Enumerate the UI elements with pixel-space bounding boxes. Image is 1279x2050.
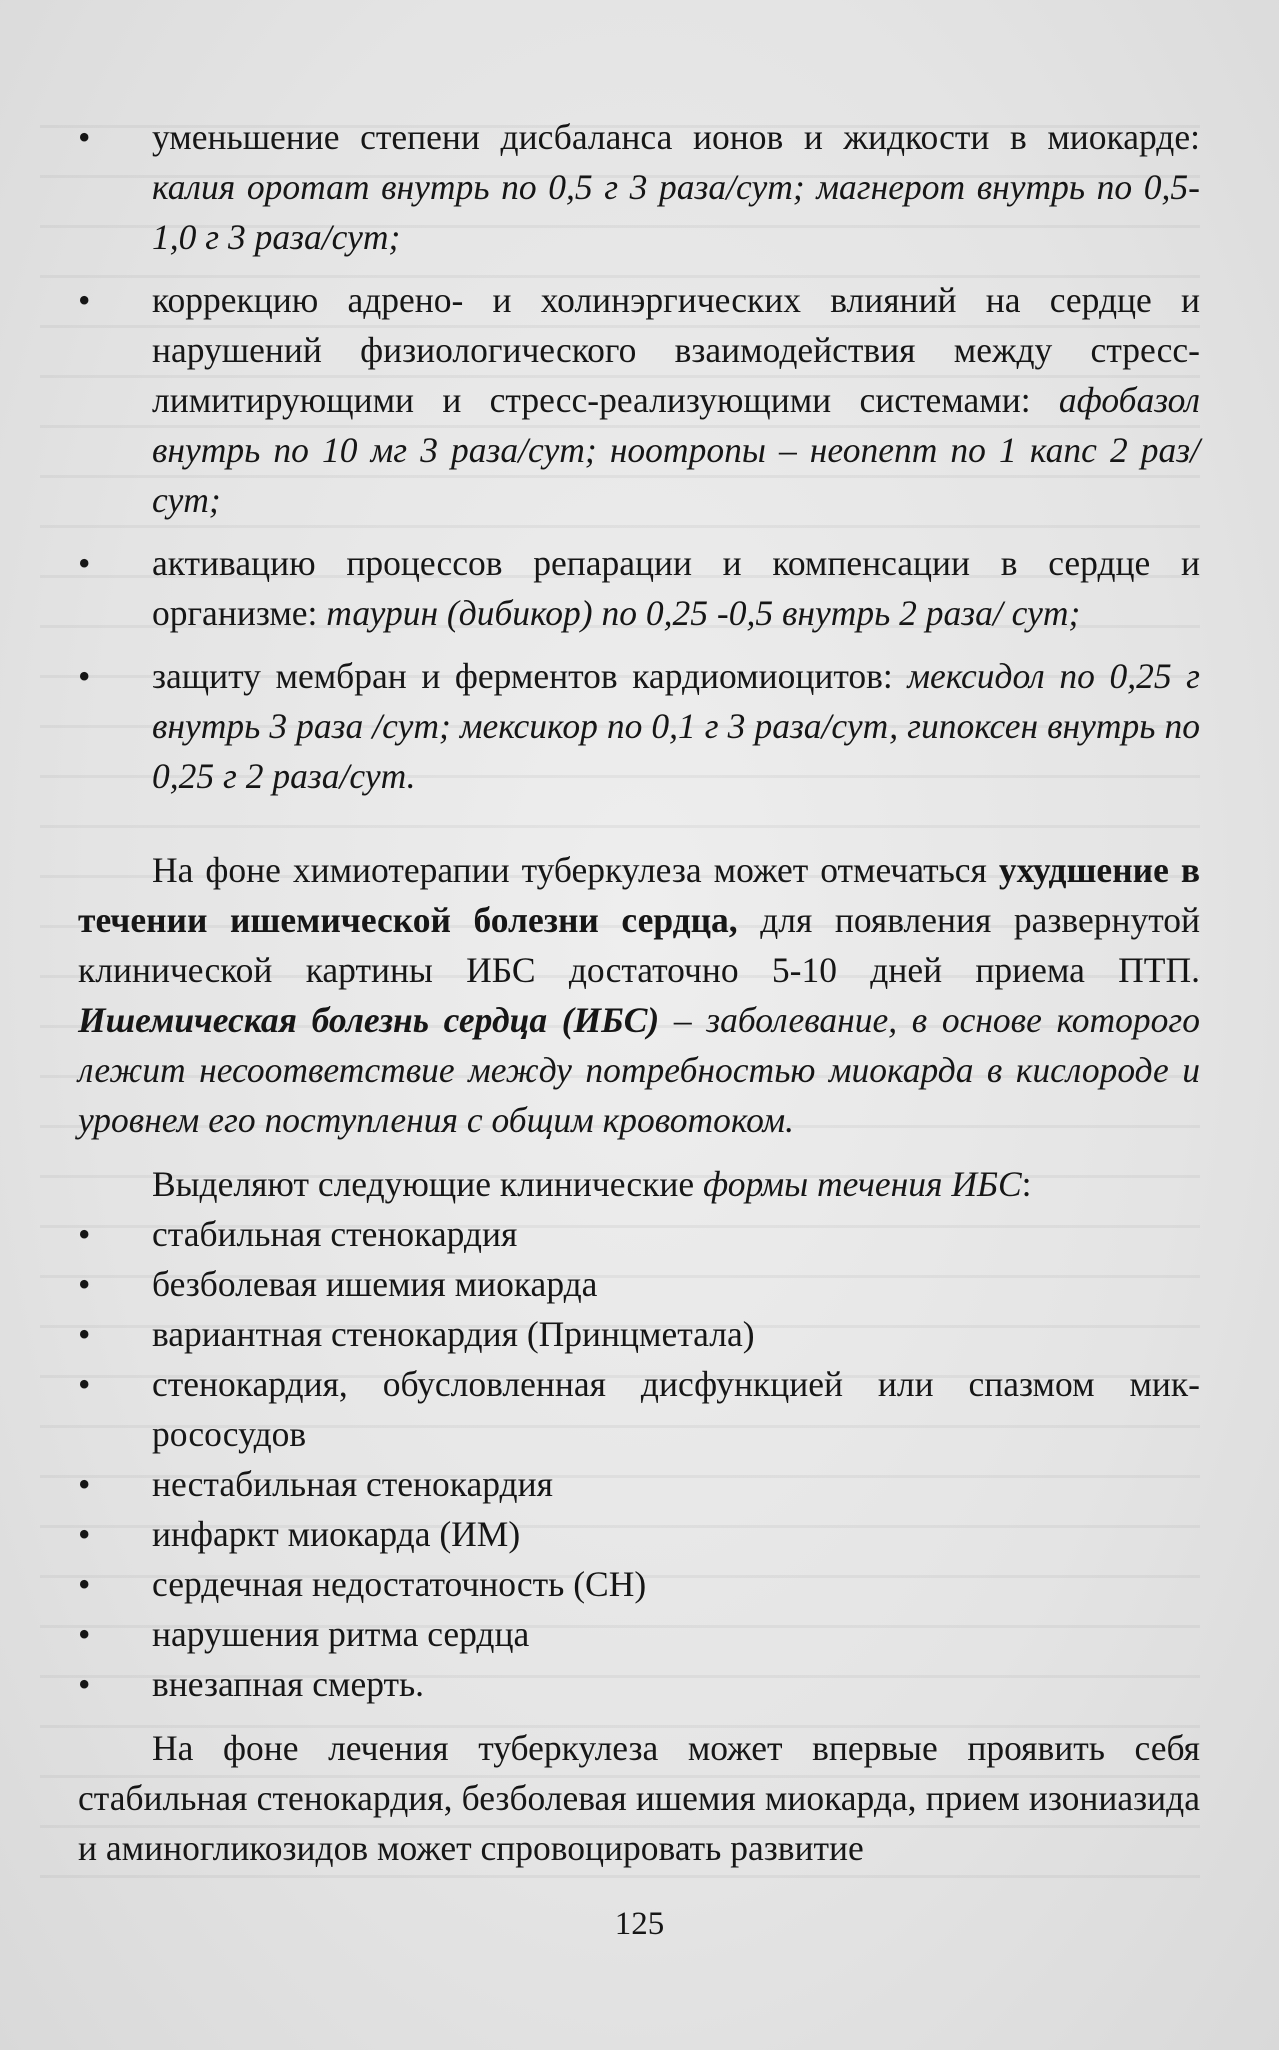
list-item: [78, 1459, 1200, 1509]
bullet-drugs: таурин (дибикор) по 0,25 -0,5 внутрь 2 раза/ сут;: [326, 593, 1081, 633]
paragraph-text: для появления развернутой клинической картины ИБС достаточно 5-10 дней приема ПТП.: [78, 900, 1200, 990]
list-item-text: стабильная стенокардия: [152, 1214, 518, 1254]
list-item-text: безболевая ишемия миокарда: [152, 1264, 598, 1304]
bullet-dot: •: [78, 280, 91, 320]
bullet-dot: •: [78, 1664, 91, 1704]
paragraph-text: Выделяют следующие клинические: [152, 1164, 703, 1204]
list-item: [78, 1359, 1200, 1459]
paragraph-text: На фоне химиотерапии туберкулеза может отмечаться: [152, 850, 999, 890]
list-item: [78, 1659, 1200, 1709]
paragraph-ihd-definition: [78, 845, 1200, 1145]
list-item: [78, 1559, 1200, 1609]
bullet-dot: •: [78, 1264, 91, 1304]
bullet-drugs: афобазол внутрь по 10 мг 3 раза/сут; ноотропы – неопепт по 1 капс 2 раз/сут;: [152, 380, 1200, 520]
bullet-drugs: калия оротат внутрь по 0,5 г 3 раза/сут; магнерот внутрь по 0,5-1,0 г 3 раза/сут;: [152, 167, 1200, 257]
list-item-text: нарушения ритма сердца: [152, 1614, 530, 1654]
list-item-text: стенокардия, обусловленная дисфункцией или спазмом микрососудов: [152, 1364, 1200, 1454]
list-item-text: инфаркт миокарда (ИМ): [152, 1514, 521, 1554]
paragraph-bold-phrase: ухудшение в течении ишемической болезни сердца,: [78, 850, 1200, 940]
paragraph-punct: :: [1021, 1164, 1032, 1204]
bullet-dot: •: [78, 1514, 91, 1554]
bullet-dot: •: [78, 656, 91, 696]
bullet-text: уменьшение степени дисбаланса ионов и жидкости в миокарде:: [152, 117, 1200, 157]
bullet-item-ion-balance: [78, 112, 1200, 262]
list-item: [78, 1309, 1200, 1359]
bullet-dot: •: [78, 117, 91, 157]
bullet-dot: •: [78, 1464, 91, 1504]
term-ihd: Ишемическая болезнь сердца (ИБС): [78, 1000, 660, 1040]
bullet-dot: •: [78, 1214, 91, 1254]
bullet-item-reparation: [78, 538, 1200, 638]
forms-term: формы течения ИБС: [702, 1164, 1022, 1204]
list-item-text: сердечная недостаточность (СН): [152, 1564, 647, 1604]
bullet-item-adreno-correction: [78, 275, 1200, 525]
list-item: [78, 1209, 1200, 1259]
list-item-text: нестабильная стенокардия: [152, 1464, 553, 1504]
ihd-forms-list: [78, 1209, 1200, 1709]
definition-text: – заболевание, в основе которого лежит несоответствие между потребностью миокарда в кислороде и уровнем его поступления с общим кровотоком.: [78, 1000, 1200, 1140]
bullet-item-membrane-protection: [78, 651, 1200, 801]
bullet-drugs: мексидол по 0,25 г внутрь 3 раза /сут; мексикор по 0,1 г 3 раза/сут, гипоксен внутрь по 0,25 г 2 раза/сут.: [152, 656, 1200, 796]
paragraph-tb-treatment: На фоне лечения туберкулеза может впервые проявить себя стабильная стенокардия, безболевая ишемия миокарда, прием изониазида и аминогликозидов может спровоцировать развитие: [78, 1728, 1200, 1868]
bullet-text: коррекцию адрено- и холинэргических влияний на сердце и нарушений физиологического взаимодействия между стресс-лимитирующими и стресс-реализующими системами:: [152, 280, 1200, 420]
bullet-dot: •: [78, 543, 91, 583]
bullet-dot: •: [78, 1364, 91, 1404]
paragraph-forms-intro: [78, 1159, 1200, 1209]
bullet-dot: •: [78, 1614, 91, 1654]
bullet-dot: •: [78, 1314, 91, 1354]
list-item: [78, 1609, 1200, 1659]
bullet-dot: •: [78, 1564, 91, 1604]
list-item: [78, 1509, 1200, 1559]
bullet-text: активацию процессов репарации и компенсации в сердце и организме:: [152, 543, 1200, 633]
page-body: [78, 112, 1200, 1873]
list-item-text: вариантная стенокардия (Принцметала): [152, 1314, 755, 1354]
bullet-text: защиту мембран и ферментов кардиомиоцитов:: [152, 656, 908, 696]
list-item: [78, 1259, 1200, 1309]
list-item-text: внезапная смерть.: [152, 1664, 425, 1704]
page-number: 125: [614, 1906, 665, 1942]
